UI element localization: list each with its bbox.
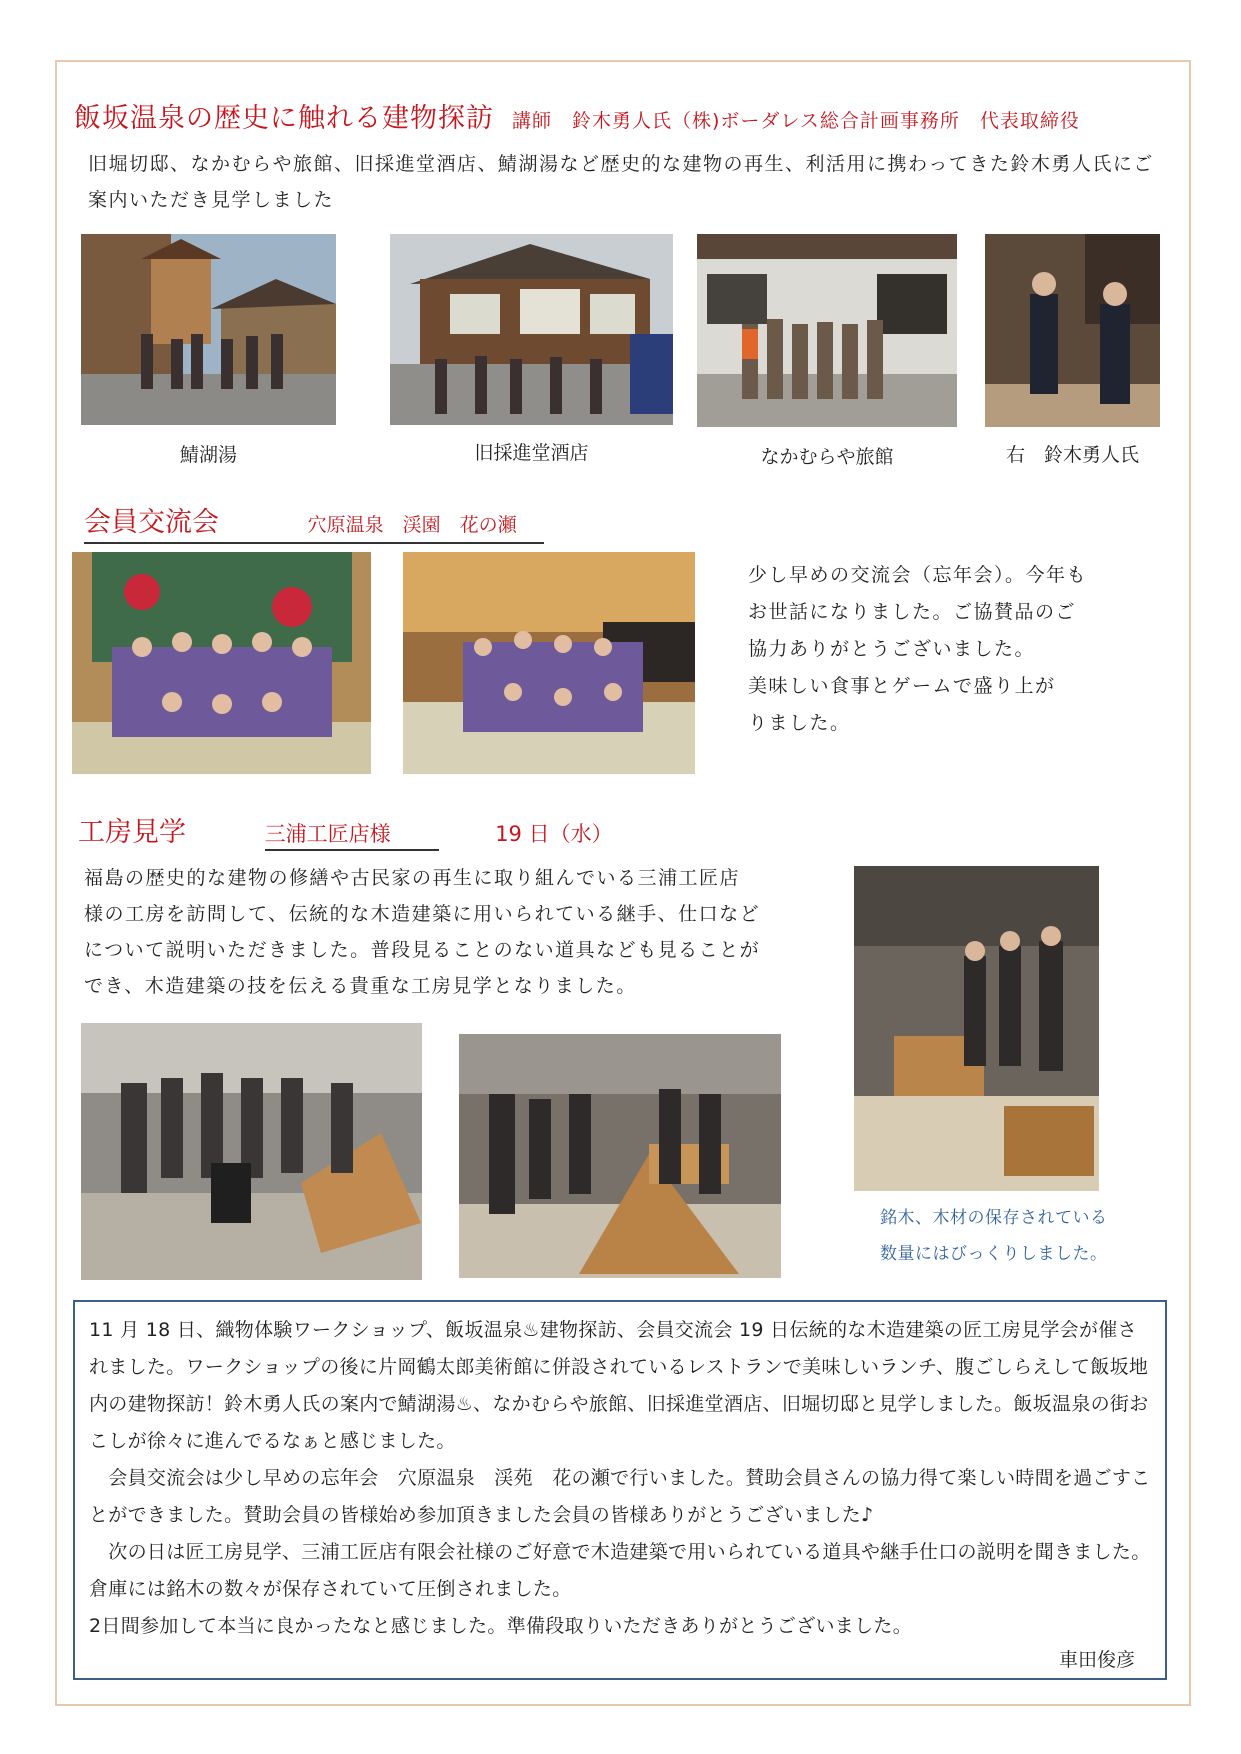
author-name: 車田俊彦 bbox=[1058, 1649, 1135, 1671]
section1-title: 飯坂温泉の歴史に触れる建物探訪 bbox=[74, 103, 494, 134]
section3-line-2: 様の工房を訪問して、伝統的な木造建築に用いられている継手、仕口など bbox=[84, 903, 761, 925]
section2-line-1: 少し早めの交流会（忘年会）。今年も bbox=[748, 564, 1088, 586]
section3-body bbox=[84, 860, 804, 1004]
photo-saishindo-sake-shop bbox=[390, 234, 673, 425]
caption-nakamuraya: なかむらや旅館 bbox=[760, 446, 894, 468]
section2-title: 会員交流会 bbox=[84, 507, 219, 538]
section3-date: 19 日（水） bbox=[495, 822, 613, 846]
summary-paragraph-4: 2日間参加して本当に良かったなと感じました。準備段取りいただきありがとうございました。 bbox=[89, 1615, 912, 1637]
section3-caption-line-1: 銘木、木材の保存されている bbox=[880, 1208, 1108, 1228]
section1-heading bbox=[74, 96, 1080, 135]
section2-line-5: りました。 bbox=[748, 712, 851, 734]
section2-line-2: お世話になりました。ご協賛品のご bbox=[748, 601, 1077, 623]
photo-party-group1 bbox=[72, 552, 371, 774]
summary-paragraph-3: 次の日は匠工房見学、三浦工匠店有限会社様のご好意で木造建築で用いられている道具や継手仕口の説明を聞きました。倉庫には銘木の数々が保存されていて圧倒されました。 bbox=[89, 1541, 1151, 1600]
section2-line-3: 協力ありがとうございました。 bbox=[748, 638, 1036, 660]
caption-saishindo: 旧採進堂酒店 bbox=[474, 442, 589, 464]
section3-line-3: について説明いただきました。普段見ることのない道具なども見ることが bbox=[84, 939, 761, 961]
photo-sabakoyu bbox=[81, 234, 336, 425]
photo-workshop-tools bbox=[81, 1023, 422, 1280]
caption-sabakoyu: 鯖湖湯 bbox=[179, 444, 237, 466]
section2-line-4: 美味しい食事とゲームで盛り上が bbox=[748, 675, 1056, 697]
section3-line-4: でき、木造建築の技を伝える貴重な工房見学となりました。 bbox=[84, 975, 637, 997]
section2-heading bbox=[84, 500, 544, 544]
photo-suzuki-hayato bbox=[985, 234, 1160, 427]
caption-suzuki: 右 鈴木勇人氏 bbox=[1005, 444, 1139, 466]
section3-caption bbox=[880, 1200, 1170, 1272]
summary-paragraph-2: 会員交流会は少し早めの忘年会 穴原温泉 渓苑 花の瀬で行いました。賛助会員さんの協力得て楽しい時間を過ごすことができました。賛助会員の皆様始め参加頂きました会員の皆様ありがとうございました♪ bbox=[89, 1467, 1151, 1526]
section3-heading bbox=[78, 810, 613, 849]
section1-lecturer: 講師 鈴木勇人氏（株)ボーダレス総合計画事務所 代表取締役 bbox=[512, 110, 1080, 132]
section2-body bbox=[748, 557, 1168, 742]
section3-title: 工房見学 bbox=[78, 817, 186, 848]
section3-line-1: 福島の歴史的な建物の修繕や古民家の再生に取り組んでいる三浦工匠店 bbox=[84, 867, 741, 889]
photo-joinery-explanation bbox=[459, 1034, 781, 1278]
summary-paragraph-1: 11 月 18 日、織物体験ワークショップ、飯坂温泉♨建物探訪、会員交流会 19 日伝統的な木造建築の匠工房見学会が催されました。ワークショップの後に片岡鶴太郎美術館に併設されているレストランで美味しいランチ、腹ごしらえして飯坂地内の建物探訪！鈴木勇人氏の案内で鯖湖湯♨、なかむらや旅館、旧採進堂酒店、旧堀切邸と見学しました。飯坂温泉の街おこしが徐々に進んでるなぁと感じました。 bbox=[89, 1319, 1149, 1452]
photo-lumber-warehouse bbox=[854, 866, 1099, 1191]
section1-body: 旧堀切邸、なかむらや旅館、旧採進堂酒店、鯖湖湯など歴史的な建物の再生、利活用に携わってきた鈴木勇人氏にご案内いただき見学しました bbox=[88, 153, 1154, 211]
photo-nakamuraya-ryokan bbox=[697, 234, 957, 427]
photo-party-group2 bbox=[403, 552, 695, 774]
summary-box bbox=[73, 1300, 1167, 1680]
section3-host: 三浦工匠店様 bbox=[265, 822, 439, 851]
section3-caption-line-2: 数量にはびっくりしました。 bbox=[880, 1244, 1108, 1264]
section2-venue: 穴原温泉 渓園 花の瀬 bbox=[307, 514, 517, 536]
